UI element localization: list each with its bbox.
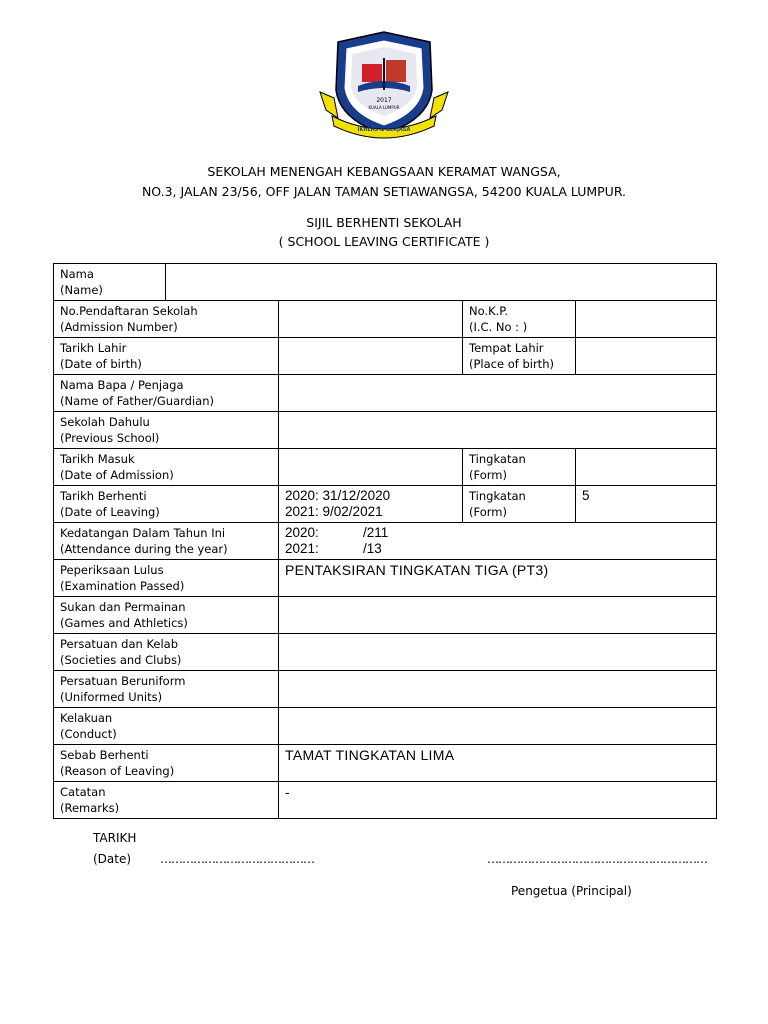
leaving-date-2021: 2021: 9/02/2021 xyxy=(285,504,383,519)
leaving-date-label: Tarikh Berhenti (Date of Leaving) xyxy=(54,486,279,523)
societies-field[interactable] xyxy=(279,634,717,671)
leaving-date-2020: 2020: 31/12/2020 xyxy=(285,488,391,503)
logo-city: KUALA LUMPUR xyxy=(368,105,400,110)
uniformed-field[interactable] xyxy=(279,671,717,708)
attendance-2020-year: 2020: xyxy=(285,525,319,540)
date-label: TARIKH xyxy=(93,831,137,845)
attendance-field[interactable] xyxy=(279,523,717,560)
attendance-2021-year: 2021: xyxy=(285,541,319,556)
row-previous-school xyxy=(54,412,717,449)
dob-field[interactable] xyxy=(279,338,463,375)
certificate-subtitle: ( SCHOOL LEAVING CERTIFICATE ) xyxy=(278,234,490,249)
reason-field[interactable]: TAMAT TINGKATAN LIMA xyxy=(279,745,717,782)
admission-date-field[interactable] xyxy=(279,449,463,486)
school-name: SEKOLAH MENENGAH KEBANGSAAN KERAMAT WANGSA, xyxy=(207,164,561,179)
row-guardian xyxy=(54,375,717,412)
previous-school-label: Sekolah Dahulu (Previous School) xyxy=(54,412,279,449)
row-dob xyxy=(54,338,717,375)
exam-field[interactable]: PENTAKSIRAN TINGKATAN TIGA (PT3) xyxy=(279,560,717,597)
games-label: Sukan dan Permainan (Games and Athletics) xyxy=(54,597,279,634)
form-admission-field[interactable] xyxy=(576,449,717,486)
row-admission-date xyxy=(54,449,717,486)
row-societies xyxy=(54,634,717,671)
signature-line[interactable]: …………………………………………………… xyxy=(487,852,707,866)
row-uniformed xyxy=(54,671,717,708)
admission-field[interactable] xyxy=(279,301,463,338)
games-field[interactable] xyxy=(279,597,717,634)
school-crest-logo xyxy=(318,30,450,142)
certificate-title: SIJIL BERHENTI SEKOLAH xyxy=(306,215,462,230)
pob-field[interactable] xyxy=(576,338,717,375)
dob-label: Tarikh Lahir (Date of birth) xyxy=(54,338,279,375)
date-label-en: (Date) xyxy=(93,852,132,866)
conduct-field[interactable] xyxy=(279,708,717,745)
guardian-label: Nama Bapa / Penjaga (Name of Father/Guardian) xyxy=(54,375,279,412)
attendance-label: Kedatangan Dalam Tahun Ini (Attendance during the year) xyxy=(54,523,279,560)
form-leaving-label: Tingkatan (Form) xyxy=(463,486,576,523)
row-name xyxy=(54,264,717,301)
row-admission xyxy=(54,301,717,338)
ic-field[interactable] xyxy=(576,301,717,338)
previous-school-field[interactable] xyxy=(279,412,717,449)
row-games xyxy=(54,597,717,634)
conduct-label: Kelakuan (Conduct) xyxy=(54,708,279,745)
row-remarks xyxy=(54,782,717,819)
logo-motto: IKHLAS & BERJASA xyxy=(357,127,411,133)
row-exam xyxy=(54,560,717,597)
pob-label: Tempat Lahir (Place of birth) xyxy=(463,338,576,375)
societies-label: Persatuan dan Kelab (Societies and Clubs) xyxy=(54,634,279,671)
name-label: Nama (Name) xyxy=(54,264,166,301)
remarks-field[interactable]: - xyxy=(279,782,717,819)
row-conduct xyxy=(54,708,717,745)
form-leaving-field[interactable]: 5 xyxy=(576,486,717,523)
logo-year: 2017 xyxy=(376,97,392,104)
admission-date-label: Tarikh Masuk (Date of Admission) xyxy=(54,449,279,486)
guardian-field[interactable] xyxy=(279,375,717,412)
reason-label: Sebab Berhenti (Reason of Leaving) xyxy=(54,745,279,782)
leaving-date-field[interactable] xyxy=(279,486,463,523)
name-field[interactable] xyxy=(166,264,717,301)
date-line[interactable]: …………………………………… xyxy=(160,852,314,866)
remarks-label: Catatan (Remarks) xyxy=(54,782,279,819)
row-reason xyxy=(54,745,717,782)
row-leaving-date xyxy=(54,486,717,523)
principal-label: Pengetua (Principal) xyxy=(511,884,632,898)
attendance-2021-value: /13 xyxy=(363,541,382,556)
form-admission-label: Tingkatan (Form) xyxy=(463,449,576,486)
uniformed-label: Persatuan Beruniform (Uniformed Units) xyxy=(54,671,279,708)
school-address: NO.3, JALAN 23/56, OFF JALAN TAMAN SETIAWANGSA, 54200 KUALA LUMPUR. xyxy=(141,184,627,199)
attendance-2020-value: /211 xyxy=(363,525,389,540)
admission-label: No.Pendaftaran Sekolah (Admission Number) xyxy=(54,301,279,338)
ic-label: No.K.P. (I.C. No : ) xyxy=(463,301,576,338)
exam-label: Peperiksaan Lulus (Examination Passed) xyxy=(54,560,279,597)
leaving-certificate-form xyxy=(53,263,717,819)
row-attendance xyxy=(54,523,717,560)
